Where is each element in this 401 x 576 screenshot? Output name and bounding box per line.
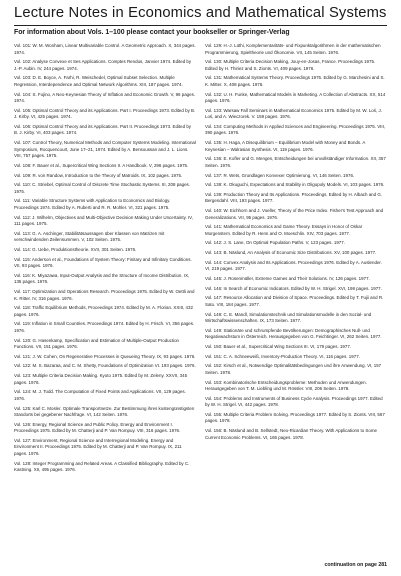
volume-entry: Vol. 141: Mathematical Economics and Game Theory. Essays in Honor of Oskar Morgenstern. Edited by R. Henn and O. Moeschlin. XIV, 703 pages. 1977. <box>205 224 363 236</box>
volume-entry: Vol. 137: R. Wets, Grundlagen Konvexer Optimierung. VI, 146 Seiten. 1976. <box>205 172 355 178</box>
volume-entry: Vol. 128: Integer Programming and Related Areas. A Classified Bibliography. Edited by C. Kastning. XII, 495 pages. 1976. <box>14 460 190 473</box>
volume-entry: Vol. 148: C. E. Mandl, Simulationstechnik und Simulationsmodelle in den Sozial- und Wirtschaftswissenschaften. IX, 173 Seiten. 1977. <box>205 311 372 324</box>
volume-entry: Vol. 149: Stationäre und schrumpfende Bevölkerungen: Demographisches Null- und Negativwachstum in Österreich. Herausgegeben von G. Feichtinger. VI, 262 Seiten. 1977. <box>205 327 382 340</box>
volume-entry: Vol. 144: Convex Analysis and Its Applications. Proceedings 1976. Edited by A. Auslender. VI, 219 pages. 1977. <box>205 259 382 272</box>
volume-entry: Vol. 146: In Search of Economic Indicators. Edited by W. H. Strigel. XVI, 198 pages. 1977. <box>205 285 382 291</box>
volume-entry: Vol. 112: J. Wilhelm, Objectives and Multi-Objective Decision Making Under Uncertainty. IV, 111 pages. 1975. <box>14 214 193 227</box>
volume-entry: Vol. 121: J. W. Cohen, On Regenerative Processes in Queueing Theory. IX, 93 pages. 1976. <box>14 353 196 359</box>
volume-entry: Vol. 114: G. Uebe, Produktionstheorie. XVII, 301 Seiten. 1976. <box>14 246 137 252</box>
volume-entry: Vol. 102: Analyse Convexe et Ses Applications. Comptes Rendus, Janvier 1974. Edited by J.-P. Aubin. IV, 244 pages. 1974. <box>14 59 192 71</box>
volume-entry: Vol. 142: J. S. Lane, On Optimal Population Paths. V, 123 pages. 1977. <box>205 240 345 246</box>
volume-entry: Vol. 140: W. Eichhorn and J. Voeller, Theory of the Price Index. Fisher's Test Approach and Generalizations. VII, 95 pages. 1976. <box>205 208 384 220</box>
volume-entry: Vol. 130: Multiple Criteria Decision Making, Jouy-en-Josas, France. Proceedings 1975. Edited by H. Thiriez and S. Zionts. VI, 409 pages. 1976. <box>205 59 376 71</box>
volume-entry: Vol. 135: H. Haga, A Disequilibrium – Equilibrium Model with Money and Bonds. A Keynesian – Walrasian Synthesis. VI, 119 pages. 1976. <box>205 140 366 152</box>
volume-entry: Vol. 115: Anderson et al., Foundations of System Theory: Finitary and Infinitary Conditions. VII, 93 pages. 1976. <box>14 256 192 269</box>
volume-entry: Vol. 145: J. Rosenmüller, Extreme Games and Their Solutions. IV, 126 pages. 1977. <box>205 276 370 281</box>
volume-entry: Vol. 104: S. Fujino, A Neo-Keynesian Theory of Inflation and Economic Growth. V, 96 pages. 1974. <box>14 91 196 104</box>
volume-entry: Vol. 129: H.-J. Lüthi, Komplementaritäts- und Fixpunktalgorithmen in der mathematischen Programmierung, Spieltheorie und Ökonomie. VII, 145 Seiten. 1976. <box>205 43 381 55</box>
volume-entry: Vol. 103: D. E. Boyce, A. Farhi, R. Weischedel, Optimal Subset Selection. Multiple Regression, Interdependence and Optimal Network Algorithms. XIII, 187 pages. 1974. <box>14 75 183 87</box>
volume-entry: Vol. 101: W. M. Wonham, Linear Multivariable Control. A Geometric Approach. X, 344 pages. 1974. <box>14 43 196 55</box>
volume-entry: Vol. 120: G. Hasenkamp, Specification and Estimation of Multiple-Output Production Functions. VII, 151 pages. 1976. <box>14 337 180 350</box>
continuation-note: continuation on page 281 <box>324 562 387 568</box>
volume-entry: Vol. 113: G. A. Aschinger, Stabilitätsaussagen über Klassen von Matrizen mit verschwindenden Zeilensummen. V, 102 Seiten. 1975. <box>14 230 165 243</box>
volume-entry: Vol. 134: Computing Methods in Applied Sciences and Engineering. Proceedings 1975. VIII, 390 pages. 1976. <box>205 123 386 136</box>
info-line: For information about Vols. 1–100 please contact your bookseller or Springer-Verlag <box>14 29 290 36</box>
right-column <box>205 43 387 444</box>
volume-entry: Vol. 151: C. A. Schneeweiß, Inventory-Production Theory. VI, 116 pages. 1977. <box>205 353 360 359</box>
volume-entry: Vol. 155: Multiple Criteria Problem Solving. Proceedings 1977. Edited by S. Zionts. VIII, 567 pages. 1978. <box>205 411 385 424</box>
volume-entry: Vol. 116: K. Miyazawa, Input-Output Analysis and the Structure of Income Distribution. IX, 135 pages. 1976. <box>14 272 190 285</box>
volume-entry: Vol. 123: Multiple Criteria Decision Making. Kyoto 1975. Edited by M. Zeleny. XXVII, 345 pages. 1976. <box>14 373 188 385</box>
volume-entry: Vol. 126: Energy, Regional Science and Public Policy. Energy and Environment I. Proceedings 1975. Edited by M. Chatterji and P. Van Rompuy. VIII, 316 pages. 1976. <box>14 421 181 434</box>
volume-entry: Vol. 143: B. Näslund, An Analysis of Economic Size Distributions. XV, 100 pages. 1977. <box>205 250 377 256</box>
volume-entry: Vol. 133: Warsaw Fall Seminars in Mathematical Economics 1975. Edited by M. W. Loś, J. Loś, and A. Wieczorek. V. 159 pages. 1976. <box>205 107 382 120</box>
volume-entry: Vol. 105: Optimal Control Theory and its Applications. Part I. Proceedings 1973. Edited by B. J. Kirby. VI, 425 pages. 1974. <box>14 107 196 120</box>
series-title: Lecture Notes in Economics and Mathematical Systems <box>14 5 387 21</box>
volume-entry: Vol. 119: Inflation in Small Countries. Proceedings 1974. Edited by H. Frisch. VI, 356 pages. 1976. <box>14 321 195 333</box>
volume-entry: Vol. 118: Traffic Equilibrium Methods, Proceedings 1974. Edited by M. A. Florian. XXIII, 432 pages. 1976. <box>14 305 193 317</box>
volume-entry: Vol. 156: B. Näslund and B. Sellstedt, Neo-Ricardian Theory. With Applications to Some Current Economic Problems. VI, 165 pages. 1978. <box>205 428 378 440</box>
volume-entry: Vol. 139: Production Theory and Its Applications. Proceedings. Edited by H. Albach and G. Bergendahl. VIII, 193 pages. 1977. <box>205 191 383 204</box>
volume-entry: Vol. 150: Bauer et al., Supercritical Wing Sections III. VI, 179 pages. 1977. <box>205 343 352 349</box>
volume-entry: Vol. 153: Kombinatorische Entscheidungsprobleme: Methoden und Anwendungen. Herausgegeben von T. M. Liebling und M. Rössler. VIII, 206 Seiten. 1978. <box>205 379 367 391</box>
volume-entry: Vol. 106: Optimal Control Theory and its Applications. Part II. Proceedings 1973. Edited by B. J. Kirby. VI, 403 pages. 1974. <box>14 123 192 136</box>
volume-entry: Vol. 124: M. J. Todd. The Computation of Fixed Points and Applications. VII, 129 pages. 1976. <box>14 389 186 401</box>
volume-entry: Vol. 152: Kirsch et al., Notwendige Optimalitätsbedingungen und ihre Anwendung. VI, 157 Seiten. 1978. <box>205 363 382 375</box>
volume-entry: Vol. 122: M. S. Bazaraa, and C. M. Shetty, Foundations of Optimization VI. 193 pages. 1976. <box>14 363 196 369</box>
volume-entry: Vol. 138: K. Okuguchi, Expectations and Stability in Oligopoly Models. VI, 103 pages. 1976. <box>205 182 385 188</box>
volume-entry: Vol. 131: Mathematical Systems Theory. Proceedings 1975. Edited by G. Marchesini and S. K. Mitter. X, 408 pages. 1976. <box>205 75 385 87</box>
volume-entry: Vol. 117: Optimization and Operations Research. Proceedings 1975. Edited by W. Oettli and K. Ritter. IV, 316 pages. 1976. <box>14 289 195 301</box>
volume-entry: Vol. 108: F. Bauer et al., Supercritical Wing Sections II. A Handbook. V, 296 pages. 1975. <box>14 162 189 168</box>
volume-entry: Vol. 125: Karl C. Mosler. Optimale Transportnetze. Zur Bestimmung ihres kostengünstigsten Standorts bei gegebener Nachfrage. VI, 142 Seiten. 1976. <box>14 405 195 417</box>
volume-entry: Vol. 111: Variable Structure Systems with Application to Economics and Biology. Proceedings 1974. Edited by A. Ruberti and R. R. Mohler. VI, 321 pages. 1975. <box>14 198 171 210</box>
volume-entry: Vol. 132: U. H. Funke, Mathematical Models in Marketing. A Collection of Abstracts. XX, 514 pages. 1976. <box>205 91 386 104</box>
left-column <box>14 43 196 477</box>
volume-entry: Vol. 109: R. von Randow, Introduction to the Theory of Matroids. IX, 102 pages. 1975. <box>14 172 183 178</box>
volume-entry: Vol. 154: Problems and Instruments of Business Cycle Analysis. Proceedings 1977. Edited by W. H. Strigel. VI, 442 pages. 1978. <box>205 395 383 408</box>
volume-entry: Vol. 107: Control Theory, Numerical Methods and Computer Systems Modeling. International Symposium, Rocquencourt, June 17–21, 1974. Edited by A. Bensoussan and J. L. Lions. VIII, 757 pages. 1975. <box>14 140 196 159</box>
volume-entry: Vol. 147: Resource Allocation and Division of Space. Proceedings. Edited by T. Fujii and R. Sato. VIII, 184 pages. 1977. <box>205 295 384 307</box>
title-rule <box>14 25 387 26</box>
volume-entry: Vol. 110: C. Striebel, Optimal Control of Discrete Time Stochastic Systems. III, 208 pages. 1975. <box>14 182 191 194</box>
volume-entry: Vol. 136: E. Kofler und G. Menges, Entscheidungen bei unvollständiger Information. XII, 357 Seiten. 1976. <box>205 156 386 168</box>
volume-entry: Vol. 127: Environment, Regional Science and Interregional Modeling. Energy and Environment II. Proceedings 1975. Edited by M. Chatterji and P. Van Rompuy. IX, 211 pages. 1976. <box>14 437 182 456</box>
